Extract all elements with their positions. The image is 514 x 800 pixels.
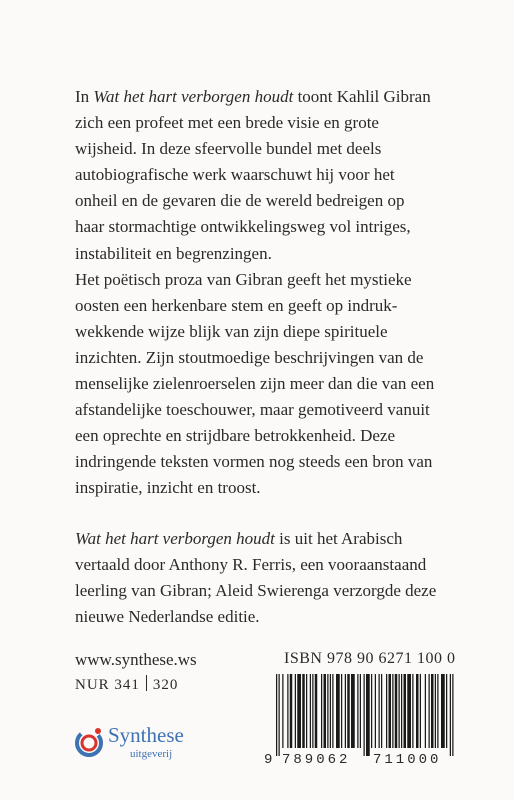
barcode-bar	[276, 674, 277, 756]
barcode-bar	[371, 674, 372, 748]
barcode-bar	[324, 674, 327, 748]
barcode-bar	[295, 674, 296, 748]
barcode-bar	[282, 674, 283, 748]
publisher-url: www.synthese.ws	[75, 650, 197, 669]
barcode-bar	[381, 674, 382, 748]
barcode-bar	[392, 674, 393, 748]
barcode-bar	[297, 674, 301, 748]
barcode-bar	[401, 674, 402, 748]
barcode-bar	[425, 674, 426, 748]
book-title: Wat het hart verborgen houdt	[75, 528, 275, 548]
barcode-bar	[450, 674, 451, 756]
barcode-first-digit: 9	[264, 752, 273, 768]
barcode-right-group: 711000	[373, 752, 442, 768]
barcode-bar	[357, 674, 358, 748]
blurb-text	[75, 84, 467, 630]
barcode-bar	[360, 674, 361, 748]
barcode	[272, 674, 458, 756]
barcode-bar	[351, 674, 355, 748]
barcode-bar	[327, 674, 328, 748]
barcode-bar	[441, 674, 445, 748]
blurb-paragraph-1: In Wat het hart verborgen houdt toont Kahlil Gibran zich een profeet met een brede visie en grote wijsheid. In deze sfeervolle bundel met deels autobiografische werk waarschuwt hij voor het onheil en de gevaren die de wereld bedreigen op haar stormachtige ontwikkelingsweg vol intriges, instabiliteit en begrenzingen.	[75, 87, 431, 263]
barcode-bar	[416, 674, 419, 748]
barcode-bar	[330, 674, 331, 748]
barcode-bar	[341, 674, 342, 748]
barcode-bar	[404, 674, 407, 748]
publisher-logo	[74, 721, 214, 765]
barcode-left-group: 789062	[282, 752, 351, 768]
barcode-bar	[345, 674, 346, 748]
barcode-bar	[366, 674, 370, 756]
nur-number: 320	[152, 677, 179, 693]
barcode-bar	[375, 674, 376, 748]
barcode-bar	[435, 674, 436, 748]
barcode-bar	[420, 674, 421, 748]
barcode-bar	[395, 674, 398, 748]
barcode-bar	[312, 674, 313, 748]
isbn: ISBN 978 90 6271 100 0	[284, 650, 456, 667]
barcode-bar	[431, 674, 434, 748]
nur-label: NUR 341	[75, 677, 140, 693]
barcode-bar	[407, 674, 411, 748]
book-title: Wat het hart verborgen houdt	[93, 87, 294, 106]
barcode-bar	[315, 674, 318, 748]
barcode-bar	[332, 674, 333, 748]
barcode-bar	[336, 674, 340, 748]
publisher-name: Synthese	[108, 723, 184, 747]
barcode-bar	[446, 674, 447, 748]
barcode-bar	[310, 674, 311, 748]
synthese-logo-icon	[74, 723, 110, 763]
barcode-bar	[306, 674, 307, 748]
barcode-bar	[287, 674, 288, 748]
publisher-subtitle: uitgeverij	[130, 748, 173, 760]
barcode-bar	[452, 674, 453, 756]
barcode-bar	[437, 674, 438, 748]
blurb-paragraph-2: Het poëtisch proza van Gibran geeft het mystieke oosten een herkenbare stem en geeft op indruk- wekkende wijze blijk van zijn diepe spirituele inzichten. Zijn stoutmoedige beschrijvingen van de menselijke zielenroerselen zijn meer dan die van een afstandelijke toeschouwer, maar gemotiveerd vanuit een oprechte en strijdbare betrokkenheid. Deze indringende teksten vormen nog steeds een bron van inspiratie, inzicht en troost.	[75, 269, 435, 498]
barcode-bar	[389, 674, 392, 748]
nur-code	[75, 675, 178, 694]
barcode-bar	[379, 674, 380, 748]
barcode-bar	[279, 674, 280, 756]
barcode-bar	[412, 674, 413, 748]
barcode-bar	[399, 674, 400, 748]
blurb-paragraph-3: Wat het hart verborgen houdt is uit het Arabisch vertaald door Anthony R. Ferris, een vooraanstaand leerling van Gibran; Aleid Swierenga verzorgde deze nieuwe Nederlandse editie.	[75, 528, 437, 626]
barcode-bar	[364, 674, 365, 756]
barcode-digits	[264, 752, 464, 768]
barcode-bar	[302, 674, 305, 748]
nur-divider	[146, 675, 147, 691]
barcode-bar	[386, 674, 387, 748]
barcode-bar	[347, 674, 350, 748]
barcode-bar	[321, 674, 322, 748]
barcode-bar	[290, 674, 293, 748]
barcode-bar	[429, 674, 430, 748]
